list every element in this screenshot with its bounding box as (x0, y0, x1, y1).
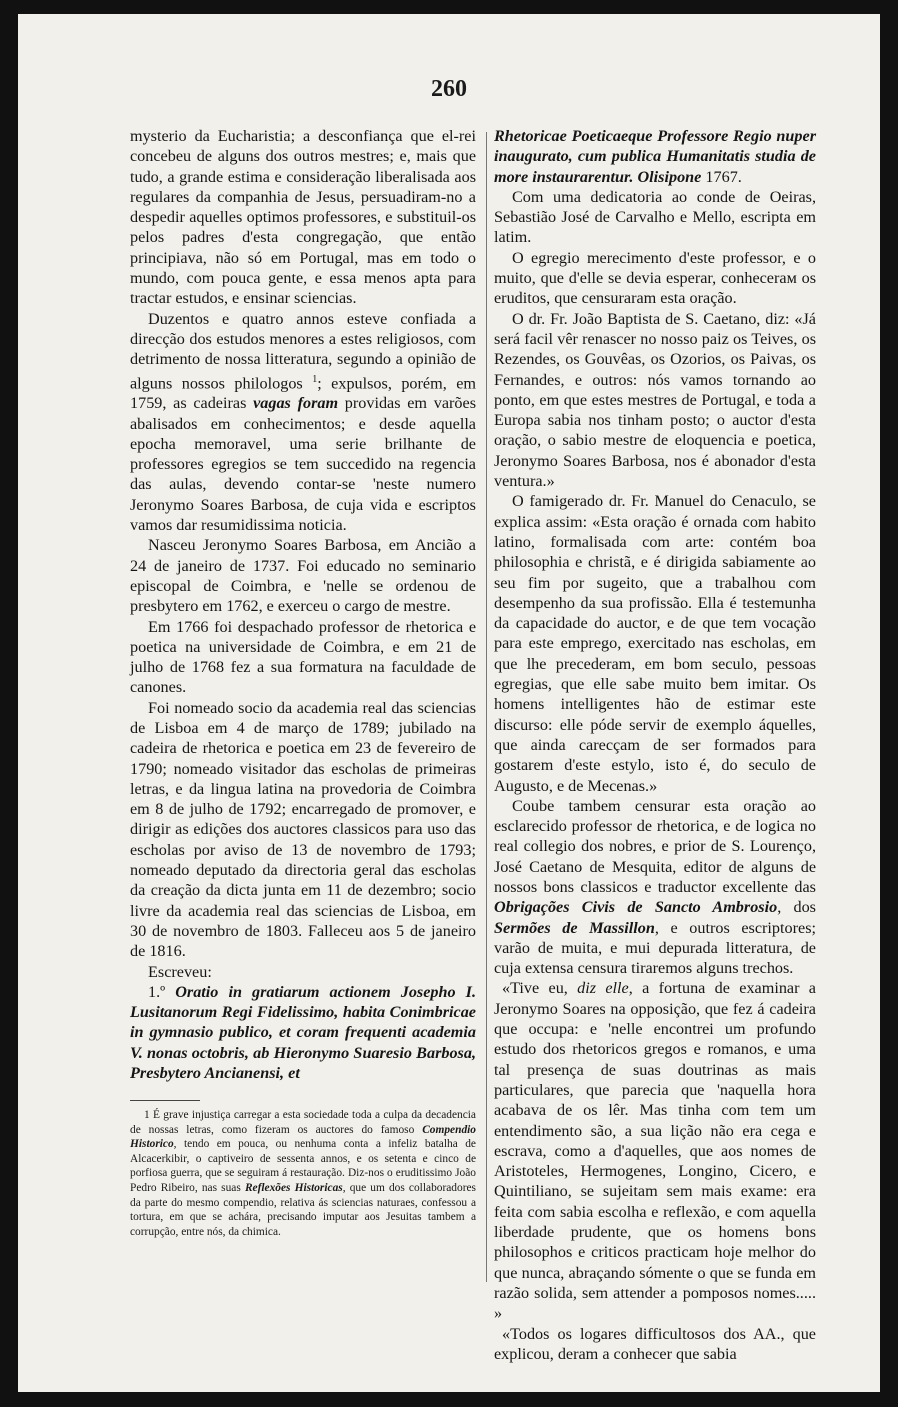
italic-run: vagas foram (253, 394, 339, 413)
book-page (18, 14, 880, 1392)
paragraph (494, 978, 816, 1323)
footnote-marker: 1 (312, 373, 318, 385)
item-number: 1.º (148, 982, 176, 1001)
text-run: , tendo em pouca, ou nenhuma conta a infeliz batalha de Alcacerkibir, o captiveiro de sessenta annos, e os setenta e cinco de porfiosa guerra, que se seguiram á restauração. Diz-nos o eruditissimo João Pedro Ribeiro, nas suas (130, 1138, 476, 1194)
text-run: Coube tambem censurar esta oração ao esclarecido professor de rhetorica, e de logica no real collegio dos nobres, e prior de S. Lourenço, José Caetano de Mesquita, editor de alguns de nossos bons classicos e traductor excellente das (494, 796, 816, 896)
italic-run: Compendio Historico (130, 1123, 476, 1151)
text-run: ; expulsos, porém, em 1759, as cadeiras (130, 373, 476, 413)
text-run: , e outros escriptores; varão de muita, e mui depurada litteratura, de cuja extensa censura tiraremos alguns trechos. (494, 918, 816, 978)
italic-run: Reflexões Historicas (244, 1181, 343, 1194)
column-divider (486, 132, 487, 1282)
italic-run: Sermões de Massillon (494, 918, 655, 937)
text-run: «Tive eu, (502, 979, 578, 998)
left-column (130, 126, 476, 1083)
footnote (130, 1108, 476, 1239)
page-number: 260 (431, 76, 467, 102)
right-column (494, 126, 816, 1364)
italic-run: Obrigações Civis de Sancto Ambrosio (494, 898, 778, 917)
paragraph: O famigerado dr. Fr. Manuel do Cenaculo, se explica assim: «Esta oração é ornada com habito latino, formalisada com arte: contém boa philosophia e christã, e é dirigida sabiamente ao seu fim por sugeito, que a trabalhou com desempenho da sua profissão. Ella é testemunha da capacidade do auctor, e de que tem vocação para este emprego, exercitado nas escholas, em que lhe precederam, em bom seculo, pessoas egregias, que elle sabe muito bem imitar. Os homens intelligentes hão de estimar este discurso: elle póde servir de exemplo áquelles, que ainda carecçam de ser formados para gostarem d'este estylo, isto é, do seculo de Augusto, e de Mecenas.» (494, 492, 816, 795)
paragraph: O dr. Fr. João Baptista de S. Caetano, diz: «Já será facil vêr renascer no nosso paiz os Teives, os Rezendes, os Gouvêas, os Ozorios, os Paivas, os Fernandes, e outros: nós vamos tornando ao ponto, em que estes mestres de Portugal, e toda a Europa sabia nos tinham posto; o auctor d'esta oração, o sabio mestre de eloquencia e poetica, Jeronymo Soares Barbosa, nos é abonador d'esta ventura.» (494, 309, 816, 491)
paragraph: Em 1766 foi despachado professor de rhetorica e poetica na universidade de Coimbra, e em 21 de julho de 1768 fez a sua formatura na faculdade de canones. (130, 617, 476, 697)
text-run: , que um dos collaboradores da parte do mesmo compendio, relativa ás sciencias naturaes, confessou a tortura, em que se achára, precisando imputar aos Jesuitas tambem a corrupção, entre nós, da chimica. (130, 1181, 476, 1238)
text-run: 1767. (701, 167, 742, 186)
italic-run: Rhetoricae Poeticaeque Professore Regio nuper inaugurato, cum publica Humanitatis studia de more instaurarentur. Olisipone (494, 127, 816, 186)
paragraph: Foi nomeado socio da academia real das sciencias de Lisboa em 4 de março de 1789; jubilado na cadeira de rhetorica e poetica em 23 de fevereiro de 1790; nomeado visitador das escholas de primeiras letras, e da lingua latina na provedoria de Coimbra em 8 de julho de 1792; encarregado de promover, e dirigir as edições dos auctores classicos para uso das escholas por aviso de 13 de novembro de 1793; nomeado deputado da directoria geral das escholas da creação da dicta junta em 11 de dezembro; socio livre da academia real das sciencias de Lisboa, em 30 de novembro de 1803. Falleceu aos 5 de janeiro de 1816. (130, 698, 476, 961)
item-title: Oratio in gratiarum actionem Josepho I. Lusitanorum Regi Fidelissimo, habita Conimbricae in gymnasio publico, et coram frequenti academia V. nonas octobris, ab Hieronymo Suaresio Barbosa, Presbytero Ancianensi, et (130, 982, 476, 1083)
italic-run: diz elle (577, 979, 629, 998)
text-run: 1 É grave injustiça carregar a esta sociedade toda a culpa da decadencia de nossas letras, como fizeram os auctores do famoso (130, 1109, 476, 1136)
list-item (130, 982, 476, 1083)
paragraph: Escreveu: (148, 962, 212, 981)
text-run: Duzentos e quatro annos esteve confiada a direcção dos estudos menores a estes religiosos, com detrimento de nossa litteratura, segundo a opinião de alguns nossos philologos (130, 309, 476, 392)
paragraph: Com uma dedicatoria ao conde de Oeiras, Sebastião José de Carvalho e Mello, escripta em latim. (494, 187, 816, 247)
paragraph: Nasceu Jeronymo Soares Barbosa, em Ancião a 24 de janeiro de 1737. Foi educado no seminario episcopal de Coimbra, e 'nelle se ordenou de presbytero em 1762, e exerceu o cargo de mestre. (130, 536, 476, 616)
text-run: providas em varões abalisados em conhecimentos; e desde aquella epocha memoravel, uma serie brilhante de professores egregios se tem succedido na regencia das aulas, devendo contar-se 'neste numero Jeronymo Soares Barbosa, de cuja vida e escriptos vamos dar resumidissima noticia. (130, 394, 476, 535)
paragraph: «Todos os logares difficultosos dos AA., que explicou, deram a conhecer que sabia (494, 1324, 816, 1363)
footnote-text (130, 1108, 476, 1239)
paragraph: O egregio merecimento d'este professor, e o muito, que d'elle se devia esperar, conhecerам os eruditos, que censuraram esta oração. (494, 248, 816, 308)
footnote-rule (130, 1100, 200, 1101)
text-run: , a fortuna de examinar a Jeronymo Soares na opposição, que fez á cadeira que occupa: e 'nelle encontrei um profundo estudo dos rhetoricos gregos e romanos, e uma tal presença de suas doutrinas as mais particulares, que parecia que 'naquella hora acabava de os lêr. Mas tinha com tem um entendimento são, a sua lição não era cega e escrava, como a d'aquelles, que aos nomes de Aristoteles, Hermogenes, Longino, Cicero, e Quintiliano, se sujeitam sem mais exame: era feita com sabia escolha e reflexão, e com aquella liberdade prudente, que os homens bons philosophos e criticos practicam hoje melhor do que nunca, abraçando sómente o que se funda em razão solida, sem attender a pomposos nomes..... » (494, 979, 816, 1323)
paragraph (494, 796, 816, 979)
paragraph: mysterio da Eucharistia; a desconfiança que el-rei concebeu de alguns dos outros mestres; e, mais que tudo, a grande estima e consideração liberalisada aos regulares da companhia de Jesus, persuadiram-no a despedir aquelles optimos professores, e substituil-os pelos padres d'esta congregação, que então principiava, não só em Portugal, mas em todo o mundo, com pouca gente, e essa menos apta para tractar estudos, e ensinar sciencias. (130, 127, 476, 308)
text-run: , dos (777, 898, 816, 917)
paragraph (494, 126, 816, 187)
paragraph (130, 309, 476, 536)
